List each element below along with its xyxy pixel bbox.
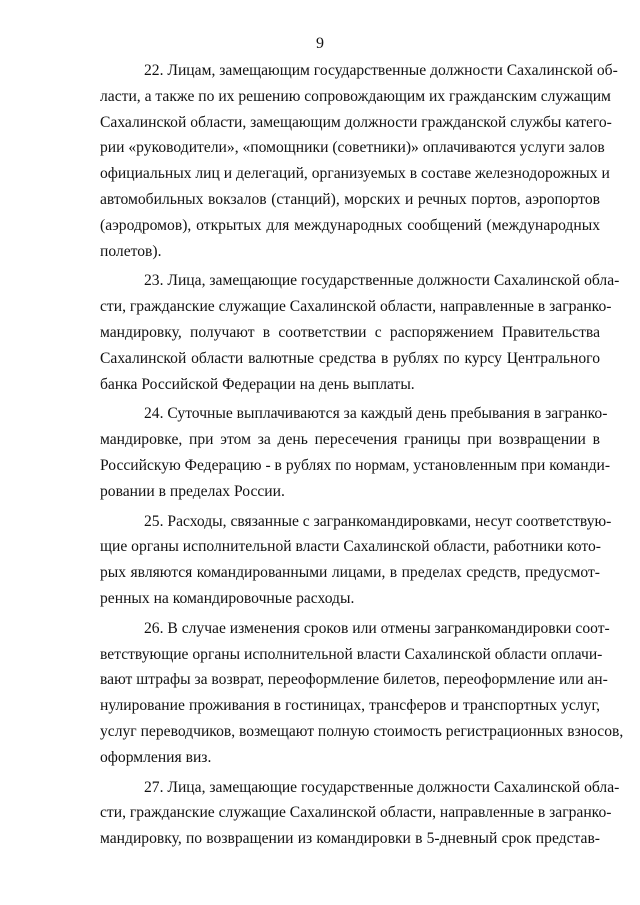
- text-line: 22. Лицам, замещающим государственные должности Сахалинской об-: [144, 62, 618, 79]
- paragraph-23: [100, 268, 620, 397]
- text-line: Сахалинской области, замещающим должности гражданской службы катего-: [100, 113, 612, 131]
- page-number: 9: [316, 35, 324, 52]
- text-line: 25. Расходы, связанные с загранкомандировками, несут соответствую-: [144, 512, 612, 530]
- text-line: ласти, а также по их решению сопровождающим их гражданским служащим: [100, 87, 611, 105]
- text-line: Сахалинской области валютные средства в рублях по курсу Центрального: [100, 349, 600, 367]
- text-line: 24. Суточные выплачиваются за каждый день пребывания в загранко-: [144, 405, 608, 423]
- text-line: (аэродромов), открытых для международных сообщений (международных: [100, 216, 600, 234]
- text-line: оформления виз.: [100, 748, 212, 766]
- text-line: нулирование проживания в гостиницах, трансферов и транспортных услуг,: [100, 697, 600, 715]
- paragraph-24: [100, 401, 611, 504]
- document-body: [100, 58, 624, 852]
- text-line: мандировку, получают в соответствии с распоряжением Правительства: [100, 323, 600, 341]
- paragraph-27: [100, 775, 620, 852]
- text-line: ветствующие органы исполнительной власти Сахалинской области оплачи-: [100, 645, 603, 663]
- text-line: мандировку, по возвращении из командировки в 5-дневный срок представ-: [100, 830, 600, 848]
- text-line: мандировке, при этом за день пересечения границы при возвращении в: [100, 431, 600, 449]
- text-line: 26. В случае изменения сроков или отмены загранкомандировки соот-: [144, 619, 610, 637]
- text-line: полетов).: [100, 242, 162, 260]
- text-line: сти, гражданские служащие Сахалинской области, направленные в загранко-: [100, 298, 612, 316]
- paragraph-26: [100, 616, 624, 771]
- text-line: 23. Лица, замещающие государственные должности Сахалинской обла-: [144, 272, 620, 290]
- text-line: услуг переводчиков, возмещают полную стоимость регистрационных взносов,: [100, 722, 624, 740]
- text-line: вают штрафы за возврат, переоформление билетов, переоформление или ан-: [100, 671, 608, 689]
- text-line: рых являются командированными лицами, в пределах средств, предусмот-: [100, 564, 600, 582]
- text-line: рии «руководители», «помощники (советники)» оплачиваются услуги залов: [100, 139, 605, 157]
- text-line: 27. Лица, замещающие государственные должности Сахалинской обла-: [144, 778, 620, 796]
- text-line: автомобильных вокзалов (станций), морских и речных портов, аэропортов: [100, 190, 600, 208]
- text-line: сти, гражданские служащие Сахалинской области, направленные в загранко-: [100, 804, 612, 822]
- text-line: банка Российской Федерации на день выплаты.: [100, 375, 415, 393]
- text-line: ренных на командировочные расходы.: [100, 589, 355, 607]
- paragraph-22: [100, 58, 618, 264]
- text-line: ровании в пределах России.: [100, 482, 285, 500]
- text-line: официальных лиц и делегаций, организуемых в составе железнодорожных и: [100, 165, 610, 183]
- text-line: щие органы исполнительной власти Сахалинской области, работники кото-: [100, 538, 601, 556]
- paragraph-25: [100, 509, 612, 612]
- text-line: Российскую Федерацию - в рублях по нормам, установленным при команди-: [100, 456, 611, 474]
